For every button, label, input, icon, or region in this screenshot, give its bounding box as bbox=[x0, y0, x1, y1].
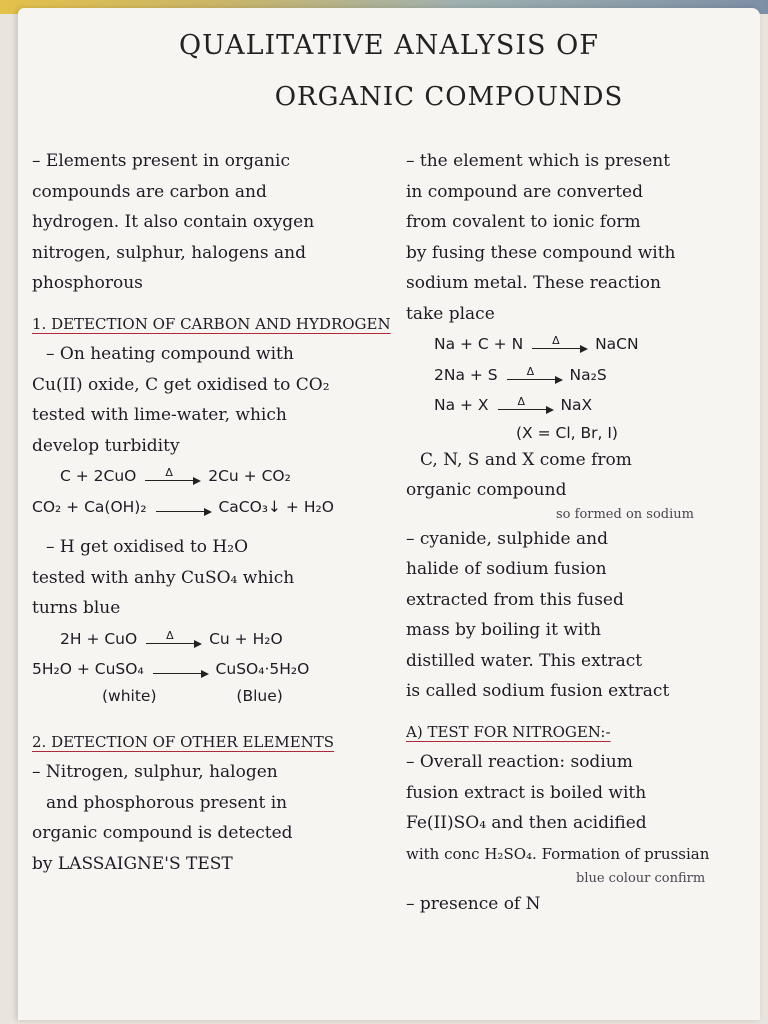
text-line: is called sodium fusion extract bbox=[406, 681, 670, 701]
text-line: organic compound bbox=[406, 480, 567, 500]
arrow-icon bbox=[532, 334, 586, 349]
equation bbox=[406, 329, 756, 360]
equation bbox=[32, 624, 402, 655]
text-line: halide of sodium fusion bbox=[406, 559, 607, 579]
text-line: tested with anhy CuSO₄ which bbox=[32, 567, 295, 588]
text-line: – On heating compound with bbox=[46, 344, 294, 364]
left-column bbox=[32, 146, 402, 879]
heat-symbol: Δ bbox=[165, 466, 173, 479]
text-line: – Elements present in organic bbox=[32, 151, 291, 171]
text-line: nitrogen, sulphur, halogens and bbox=[32, 242, 306, 263]
text-line: Fe(II)SO₄ and then acidified bbox=[406, 813, 647, 833]
text-line: blue colour confirm bbox=[576, 871, 706, 886]
text-line: organic compound is detected bbox=[32, 823, 293, 843]
text-line: develop turbidity bbox=[32, 435, 180, 456]
text-line: from covalent to ionic form bbox=[406, 212, 641, 232]
equation bbox=[32, 654, 402, 685]
equation-lhs: 5H₂O + CuSO₄ bbox=[32, 660, 144, 678]
section-heading-carbon-hydrogen: 1. DETECTION OF CARBON AND HYDROGEN bbox=[32, 314, 391, 333]
text-line: – Nitrogen, sulphur, halogen bbox=[32, 762, 278, 782]
arrow-icon bbox=[156, 503, 210, 512]
arrow-icon bbox=[153, 665, 207, 674]
text-line: C, N, S and X come from bbox=[420, 449, 632, 470]
text-line: sodium metal. These reaction bbox=[406, 273, 661, 293]
label-white: (white) bbox=[102, 686, 157, 705]
halogen-note: (X = Cl, Br, I) bbox=[516, 423, 618, 442]
equation bbox=[406, 390, 756, 421]
equation bbox=[32, 492, 402, 523]
arrow-icon bbox=[498, 395, 552, 410]
text-line: – the element which is present bbox=[406, 151, 671, 171]
equation bbox=[32, 461, 402, 492]
margin-note: so formed on sodium bbox=[556, 506, 694, 522]
heat-symbol: Δ bbox=[526, 364, 535, 378]
text-line: with conc H₂SO₄. Formation of prussian bbox=[406, 844, 710, 863]
equation-labels bbox=[32, 685, 402, 707]
page-title-line1: QUALITATIVE ANALYSIS OF bbox=[179, 30, 599, 61]
equation-lhs: Na + X bbox=[434, 396, 489, 414]
right-column bbox=[406, 146, 756, 920]
text-line: – Overall reaction: sodium bbox=[406, 752, 633, 772]
notebook-page bbox=[18, 8, 760, 1020]
equation-lhs: CO₂ + Ca(OH)₂ bbox=[32, 497, 147, 516]
text-line: – presence of N bbox=[406, 894, 541, 914]
text-line: compounds are carbon and bbox=[32, 181, 267, 202]
arrow-icon bbox=[146, 628, 200, 644]
text-line: extracted from this fused bbox=[406, 589, 624, 610]
equation-lhs: Na + C + N bbox=[434, 335, 524, 353]
text-line: turns blue bbox=[32, 598, 121, 618]
page-title-line2: ORGANIC COMPOUNDS bbox=[274, 82, 624, 112]
text-line: and phosphorous present in bbox=[46, 792, 288, 813]
text-line: mass by boiling it with bbox=[406, 620, 602, 640]
text-line: fusion extract is boiled with bbox=[406, 782, 647, 803]
equation-rhs: NaCN bbox=[595, 335, 639, 353]
text-line: – cyanide, sulphide and bbox=[406, 528, 608, 549]
text-line: tested with lime-water, which bbox=[32, 405, 287, 425]
equation-lhs: 2H + CuO bbox=[60, 629, 138, 648]
text-line: by fusing these compound with bbox=[406, 242, 676, 263]
equation-rhs: CuSO₄·5H₂O bbox=[215, 660, 310, 678]
equation-rhs: CaCO₃↓ + H₂O bbox=[218, 497, 334, 516]
text-line: take place bbox=[406, 303, 495, 324]
section-heading-nitrogen-test: A) TEST FOR NITROGEN:- bbox=[406, 722, 611, 741]
equation-rhs: 2Cu + CO₂ bbox=[208, 467, 291, 485]
equation-lhs: 2Na + S bbox=[434, 365, 498, 384]
label-blue: (Blue) bbox=[236, 686, 283, 705]
equation-rhs: NaX bbox=[560, 396, 593, 414]
equation-lhs: C + 2CuO bbox=[60, 467, 137, 485]
arrow-icon bbox=[507, 364, 561, 380]
arrow-icon bbox=[145, 466, 199, 481]
heat-symbol: Δ bbox=[552, 334, 560, 347]
section-heading-other-elements: 2. DETECTION OF OTHER ELEMENTS bbox=[32, 732, 335, 751]
text-line: – H get oxidised to H₂O bbox=[46, 537, 249, 557]
equation bbox=[406, 360, 756, 391]
equation-rhs: Na₂S bbox=[569, 365, 607, 384]
text-line: distilled water. This extract bbox=[406, 650, 643, 671]
text-line: by LASSAIGNE'S TEST bbox=[32, 853, 233, 874]
text-line: in compound are converted bbox=[406, 181, 643, 202]
equation-rhs: Cu + H₂O bbox=[209, 629, 283, 648]
text-line: hydrogen. It also contain oxygen bbox=[32, 212, 315, 232]
heat-symbol: Δ bbox=[166, 628, 174, 642]
text-line: Cu(II) oxide, C get oxidised to CO₂ bbox=[32, 374, 330, 395]
heat-symbol: Δ bbox=[517, 395, 526, 408]
text-line: phosphorous bbox=[32, 273, 143, 293]
